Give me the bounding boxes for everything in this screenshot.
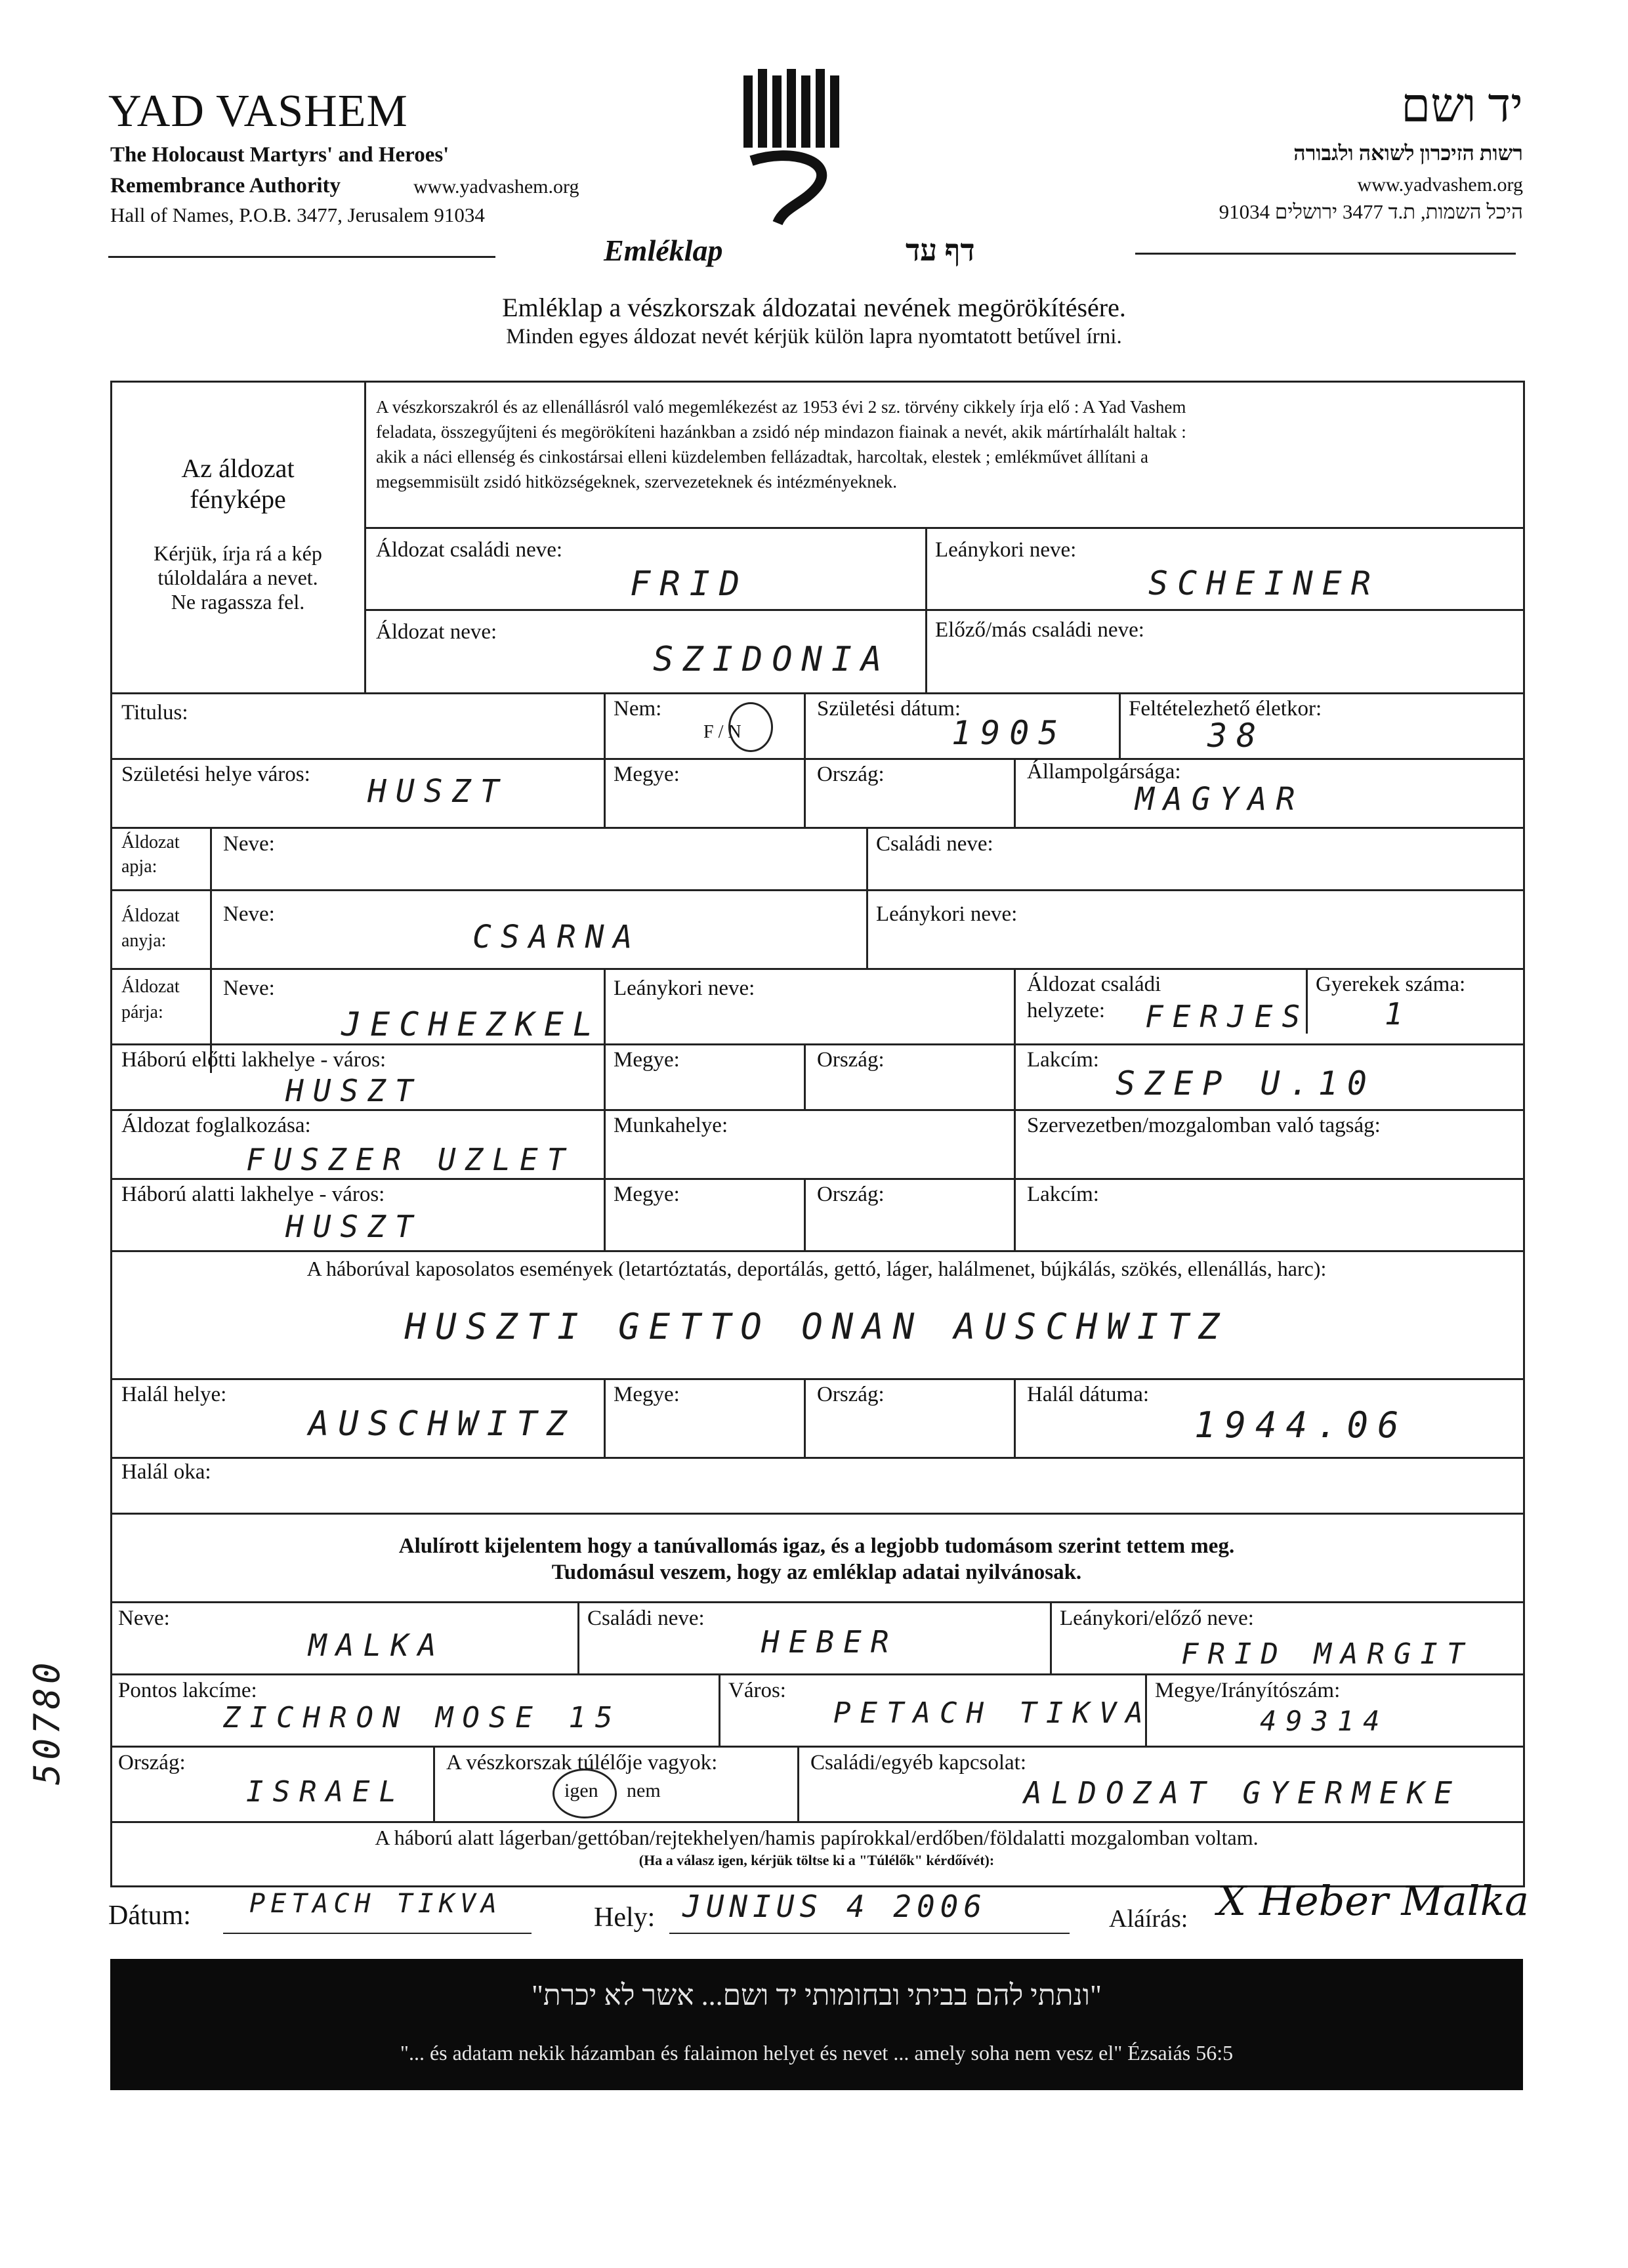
camp-note: (Ha a válasz igen, kérjük töltse ki a "Túlélők" kérdőívét): xyxy=(638,1852,995,1868)
sex-label: Nem: xyxy=(614,697,662,721)
birth-place-value[interactable]: HUSZT xyxy=(367,773,509,810)
victim-prev-name-label: Előző/más családi neve: xyxy=(935,618,1144,642)
footer-signature-label: Aláírás: xyxy=(1109,1905,1188,1933)
camp-line: A háború alatt lágerban/gettóban/rejtekhelyen/hamis papírokkal/erdőben/földalatti mozgalomban voltam. xyxy=(375,1826,1259,1849)
prewar-city-value[interactable]: HUSZT xyxy=(285,1073,423,1108)
submitter-zip-value[interactable]: 49314 xyxy=(1260,1705,1389,1737)
org-line2: Remembrance Authority xyxy=(110,174,341,198)
footer-date-value[interactable]: PETACH TIKVA xyxy=(249,1889,502,1919)
submitter-country-label: Ország: xyxy=(118,1751,186,1774)
banner-hungarian: "... és adatam nekik házamban és falaimon helyet és nevet ... amely soha nem vesz el" Ézsaiás 56:5 xyxy=(400,2041,1234,2065)
div-mother-maiden xyxy=(866,889,868,968)
prewar-county-label: Megye: xyxy=(614,1048,680,1072)
div-birth xyxy=(804,692,806,758)
org-name: YAD VASHEM xyxy=(108,86,408,136)
death-place-value[interactable]: AUSCHWITZ xyxy=(308,1404,576,1444)
rule-cause xyxy=(110,1513,1523,1515)
div-wartime-country xyxy=(804,1178,806,1250)
death-date-label: Halál dátuma: xyxy=(1027,1383,1150,1406)
div-wartime-county xyxy=(604,1178,606,1250)
rule-mother xyxy=(110,968,1523,970)
photo-note2: túloldalára a nevet. xyxy=(157,566,318,589)
mother-first-name-label: Neve: xyxy=(223,902,275,926)
submitter-country-value[interactable]: ISRAEL xyxy=(246,1775,406,1809)
wartime-city-value[interactable]: HUSZT xyxy=(285,1209,423,1244)
div-father-family xyxy=(866,827,868,889)
children-label: Gyerekek száma: xyxy=(1316,973,1466,996)
photo-box-divider xyxy=(364,381,366,692)
div-maiden xyxy=(925,527,927,609)
victim-first-name-value[interactable]: SZIDONIA xyxy=(653,640,891,679)
wartime-address-label: Lakcím: xyxy=(1027,1183,1099,1206)
submitter-family-name-label: Családi neve: xyxy=(587,1606,705,1630)
age-label: Feltételezhető életkor: xyxy=(1129,697,1322,721)
submitter-family-name-value[interactable]: HEBER xyxy=(761,1624,898,1660)
rule-law-bottom xyxy=(364,527,1523,529)
father-label-a: Áldozat xyxy=(121,832,180,852)
death-country-label: Ország: xyxy=(817,1383,885,1406)
sex-options[interactable]: F / N xyxy=(703,722,741,742)
declaration-line1: Alulírott kijelentem hogy a tanúvallomás igaz, és a legjobb tudomásom szerint tettem meg. xyxy=(398,1534,1235,1558)
rule-occupation xyxy=(110,1178,1523,1180)
footer-place-value[interactable]: JUNIUS 4 2006 xyxy=(682,1889,988,1924)
declaration-line2: Tudomásul veszem, hogy az emléklap adatai nyilvánosak. xyxy=(551,1561,1082,1584)
photo-note3: Ne ragassza fel. xyxy=(171,590,305,614)
survivor-yes[interactable]: igen xyxy=(564,1780,598,1801)
citizenship-label: Állampolgársága: xyxy=(1027,760,1181,784)
victim-maiden-name-value[interactable]: SCHEINER xyxy=(1148,564,1380,602)
death-date-value[interactable]: 1944.06 xyxy=(1194,1404,1408,1446)
div-sub-city xyxy=(719,1673,720,1746)
relation-value[interactable]: ALDOZAT GYERMEKE xyxy=(1024,1775,1462,1811)
div-bp-country xyxy=(804,758,806,827)
submitter-address-value[interactable]: ZICHRON MOSE 15 xyxy=(223,1701,622,1734)
membership-label: Szervezetben/mozgalomban való tagság: xyxy=(1027,1114,1381,1137)
death-county-label: Megye: xyxy=(614,1383,680,1406)
footer-place-label: Hely: xyxy=(594,1902,656,1933)
div-father xyxy=(210,827,212,1073)
submitter-maiden-label: Leánykori/előző neve: xyxy=(1060,1606,1254,1630)
death-place-label: Halál helye: xyxy=(121,1383,227,1406)
hebrew-website: www.yadvashem.org xyxy=(1357,174,1523,196)
birth-date-label: Születési dátum: xyxy=(817,697,961,721)
rule-wartime xyxy=(110,1250,1523,1252)
submitter-first-name-value[interactable]: MALKA xyxy=(308,1628,446,1663)
age-value[interactable]: 38 xyxy=(1207,717,1266,755)
events-label: A háborúval kaposolatos események (letartóztatás, deportálás, gettó, láger, halálmenet, bújkálás, szökés, ellenállás, harc): xyxy=(306,1257,1327,1280)
submitter-zip-label: Megye/Irányítószám: xyxy=(1155,1679,1341,1702)
rule-titulus xyxy=(110,758,1523,760)
footer-date-line xyxy=(223,1933,532,1934)
rule-prewar xyxy=(110,1109,1523,1111)
org-address: Hall of Names, P.O.B. 3477, Jerusalem 91034 xyxy=(110,203,485,226)
div-death-date xyxy=(1014,1378,1016,1457)
intro-line2: Minden egyes áldozat nevét kérjük külön lapra nyomtatott betűvel írni. xyxy=(506,325,1122,348)
div-children xyxy=(1306,968,1308,1034)
header-rule-right xyxy=(1135,253,1516,255)
org-website: www.yadvashem.org xyxy=(413,176,579,198)
law-text-3: akik a náci ellenség és cinkostársai elleni küzdelemben fellázadtak, harcoltak, elestek ; emlékművet állítani a xyxy=(376,447,1149,467)
banner-hebrew: "ונתתי להם בביתי ובחומותי יד ושם... אשר לא יכרת" xyxy=(531,1979,1102,2011)
rule-birthplace xyxy=(110,827,1523,829)
submitter-first-name-label: Neve: xyxy=(118,1606,170,1630)
photo-title2: fényképe xyxy=(190,484,286,514)
survivor-no[interactable]: nem xyxy=(627,1780,661,1801)
form-title-hebrew: דף עד xyxy=(906,234,975,267)
intro-line1: Emléklap a vészkorszak áldozatai nevének megörökítésére. xyxy=(502,293,1126,322)
prewar-city-label: Háború előtti lakhelye - város: xyxy=(121,1048,386,1072)
div-sex xyxy=(604,692,606,758)
div-sub-maiden xyxy=(1050,1601,1052,1673)
mother-label-b: anyja: xyxy=(121,931,167,951)
rule-name-1 xyxy=(364,609,1523,611)
rule-death xyxy=(110,1457,1523,1459)
law-text-4: megsemmisült zsidó hitközségeknek, szervezeteknek és intézményeknek. xyxy=(376,472,897,492)
rule-spouse xyxy=(110,1043,1523,1045)
yad-vashem-logo xyxy=(738,62,850,226)
marital-status-value[interactable]: FERJES xyxy=(1145,999,1310,1034)
workplace-label: Munkahelye: xyxy=(614,1114,728,1137)
spouse-first-name-value[interactable]: JECHEZKEL xyxy=(341,1005,602,1043)
div-prewar-country xyxy=(804,1043,806,1109)
children-value[interactable]: 1 xyxy=(1385,996,1412,1032)
birth-date-value[interactable]: 1905 xyxy=(951,714,1068,752)
footer-signature[interactable]: X Heber Malka xyxy=(1217,1877,1530,1925)
submitter-city-value[interactable]: PETACH TIKVA xyxy=(833,1696,1152,1730)
rule-events xyxy=(110,1378,1523,1380)
birth-country-label: Ország: xyxy=(817,763,885,786)
hebrew-org-name: יד ושם xyxy=(1401,79,1523,132)
citizenship-value[interactable]: MAGYAR xyxy=(1135,781,1304,818)
div-sub-zip xyxy=(1145,1673,1147,1746)
header-rule-left xyxy=(108,256,495,258)
div-death-county xyxy=(604,1378,606,1457)
form-title: Emléklap xyxy=(604,234,723,267)
survivor-label: A vészkorszak túlélője vagyok: xyxy=(446,1751,718,1774)
photo-note1: Kérjük, írja rá a kép xyxy=(154,541,322,565)
spouse-label-a: Áldozat xyxy=(121,976,180,997)
law-text-2: feladata, összegyűjteni és megörökíteni hazánkban a zsidó nép mindazon fiainak a nevét, akik mártírhalált haltak : xyxy=(376,422,1186,442)
survivor-yes-circle xyxy=(553,1769,617,1818)
mother-label-a: Áldozat xyxy=(121,906,180,926)
menorah-logo-icon xyxy=(738,62,850,226)
wartime-city-label: Háború alatti lakhelye - város: xyxy=(121,1183,385,1206)
submitter-city-label: Város: xyxy=(728,1679,786,1702)
victim-family-name-value[interactable]: FRID xyxy=(630,564,749,604)
prewar-address-label: Lakcím: xyxy=(1027,1048,1099,1072)
wartime-county-label: Megye: xyxy=(614,1183,680,1206)
footer-place-line xyxy=(669,1933,1070,1934)
relation-label: Családi/egyéb kapcsolat: xyxy=(810,1751,1026,1774)
rule-sub-name xyxy=(110,1673,1523,1675)
victim-first-name-label: Áldozat neve: xyxy=(376,620,497,644)
rule-declaration xyxy=(110,1601,1523,1603)
rule-sub-address xyxy=(110,1746,1523,1748)
div-sub-relation xyxy=(797,1746,799,1821)
div-prev-name xyxy=(925,609,927,692)
mother-maiden-name-label: Leánykori neve: xyxy=(876,902,1018,926)
death-cause-label: Halál oka: xyxy=(121,1460,211,1484)
victim-maiden-name-label: Leánykori neve: xyxy=(935,538,1077,562)
sex-circle-mark xyxy=(728,702,773,752)
spouse-maiden-name-label: Leánykori neve: xyxy=(614,976,755,1000)
footer-date-label: Dátum: xyxy=(108,1900,191,1931)
submitter-address-label: Pontos lakcíme: xyxy=(118,1679,257,1702)
marital-label2: helyzete: xyxy=(1027,999,1106,1022)
events-value[interactable]: HUSZTI GETTO ONAN AUSCHWITZ xyxy=(404,1306,1229,1347)
rule-sub-country xyxy=(110,1821,1523,1823)
div-sub-survivor xyxy=(433,1746,435,1821)
occupation-label: Áldozat foglalkozása: xyxy=(121,1114,311,1137)
mother-first-name-value[interactable]: CSARNA xyxy=(472,919,642,956)
submitter-maiden-value[interactable]: FRID MARGIT xyxy=(1181,1637,1474,1671)
hebrew-address: היכל השמות, ת.ד 3477 ירושלים 91034 xyxy=(1219,200,1523,223)
father-label-b: apja: xyxy=(121,856,157,877)
victim-family-name-label: Áldozat családi neve: xyxy=(376,538,563,562)
father-family-name-label: Családi neve: xyxy=(876,832,993,856)
prewar-country-label: Ország: xyxy=(817,1048,885,1072)
birth-county-label: Megye: xyxy=(614,763,680,786)
title-label: Titulus: xyxy=(121,701,188,724)
law-text-1: A vészkorszakról és az ellenállásról való megemlékezést az 1953 évi 2 sz. törvény cikkely írja elő : A Yad Vashem xyxy=(376,397,1186,417)
hebrew-org-line1: רשות הזיכרון לשואה ולגבורה xyxy=(1293,141,1523,165)
side-reference-number: 50780 xyxy=(26,1658,68,1785)
marital-label1: Áldozat családi xyxy=(1027,973,1161,996)
div-sub-family xyxy=(577,1601,579,1673)
div-age xyxy=(1119,692,1121,758)
spouse-first-name-label: Neve: xyxy=(223,976,275,1000)
prewar-address-value[interactable]: SZEP U.10 xyxy=(1116,1064,1376,1102)
birth-place-label: Születési helye város: xyxy=(121,763,310,786)
org-line1: The Holocaust Martyrs' and Heroes' xyxy=(110,143,449,167)
rule-father xyxy=(110,889,1523,891)
rule-name-2 xyxy=(110,692,1523,694)
div-bp-county xyxy=(604,758,606,827)
wartime-country-label: Ország: xyxy=(817,1183,885,1206)
occupation-value[interactable]: FUSZER UZLET xyxy=(246,1142,575,1177)
div-bp-citizen xyxy=(1014,758,1016,827)
div-death-country xyxy=(804,1378,806,1457)
photo-title1: Az áldozat xyxy=(181,453,295,483)
spouse-label-b: párja: xyxy=(121,1002,163,1022)
div-wartime-address xyxy=(1014,1178,1016,1250)
father-first-name-label: Neve: xyxy=(223,832,275,856)
